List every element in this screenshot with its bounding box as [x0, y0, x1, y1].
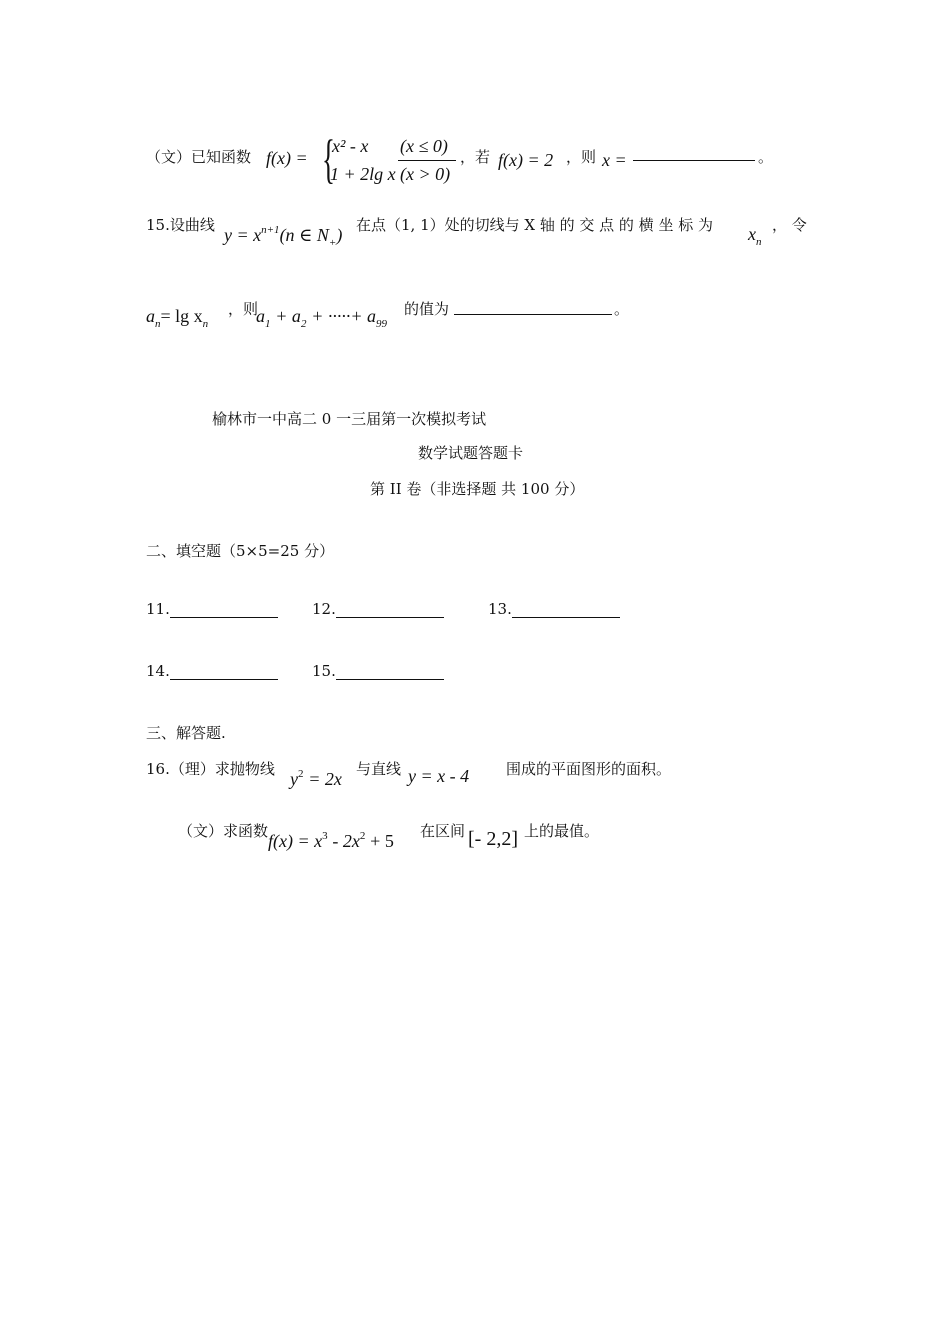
q14w-case2-expr: 1 + 2lg x	[330, 164, 396, 184]
part-title: 第 II 卷（非选择题 共 100 分）	[370, 480, 585, 498]
q14w-case1-cond: (x ≤ 0)	[400, 136, 448, 156]
answer-blank-12[interactable]	[336, 601, 444, 618]
q14w-answer-blank[interactable]	[633, 148, 755, 161]
q14w-end: 。	[758, 148, 774, 166]
q15-value-of: 的值为	[404, 300, 450, 318]
q14w-xeq: x =	[602, 150, 627, 170]
q15-line1	[146, 210, 826, 250]
answer-blank-15[interactable]	[336, 663, 444, 680]
answer-blank-14[interactable]	[170, 663, 278, 680]
q16-parabola: $y^2 = 2x$	[290, 768, 342, 789]
q14w-prefix: （文）已知函数	[146, 148, 252, 166]
q14w-if: ，若	[460, 148, 491, 166]
q15-xn: $x_n$	[748, 224, 762, 248]
answer-blank-11[interactable]	[170, 601, 278, 618]
q14w-fx: f(x) =	[266, 148, 308, 168]
q15-text2: ， 令	[772, 216, 807, 234]
q16w-function: $f(x) = x^3 - 2x^2 + 5$	[268, 830, 394, 851]
section2-title: 二、填空题（5×5=25 分）	[146, 542, 335, 560]
q16-line-eq: y = x - 4	[408, 766, 470, 786]
q15-curve: $y = x^{n+1}(n$ ∈ $N_+$)	[224, 224, 343, 249]
q15-sum: $a_1 + a_2$ + ·····+ $a_{99}$	[256, 306, 388, 330]
q15-then: ，则	[228, 300, 259, 318]
q14w-case1-expr: x² - x	[332, 136, 369, 156]
q16w-line	[178, 814, 828, 858]
section3-title: 三、解答题.	[146, 724, 226, 742]
q15-an: $a_n= \lg x_n$	[146, 306, 209, 330]
q15-answer-blank[interactable]	[454, 302, 612, 315]
exam-title: 榆林市一中高二 0 一三届第一次模拟考试	[212, 410, 487, 428]
fraction-line	[398, 160, 456, 161]
q16-prefix: 16.（理）求抛物线	[146, 760, 275, 778]
q15-text1: 在点（1, 1）处的切线与 X 轴 的 交 点 的 横 坐 标 为	[356, 216, 713, 234]
q16w-end: 上的最值。	[524, 822, 600, 840]
answer-card-title: 数学试题答题卡	[418, 444, 524, 462]
q14w-then: ，则	[566, 148, 597, 166]
q16-line	[146, 752, 826, 792]
q14w-case2-cond: (x > 0)	[400, 164, 451, 184]
blank-12: 12.	[312, 600, 444, 618]
blank-15: 15.	[312, 662, 444, 680]
q15-end: 。	[614, 300, 630, 318]
blank-13: 13.	[488, 600, 620, 618]
brace-icon: {	[322, 129, 335, 189]
blank-14: 14.	[146, 662, 278, 680]
q16w-interval: [- 2,2]	[468, 828, 518, 850]
blank-11: 11.	[146, 600, 278, 618]
q16w-interval-text: 在区间	[420, 822, 466, 840]
q16-mid: 与直线	[356, 760, 402, 778]
q14w-line	[146, 129, 826, 190]
q15-label: 15.设曲线	[146, 216, 215, 234]
q15-line2	[146, 296, 826, 336]
q16w-prefix: （文）求函数	[178, 822, 269, 840]
answer-blank-13[interactable]	[512, 601, 620, 618]
q16-end: 围成的平面图形的面积。	[506, 760, 672, 778]
q14w-cond: f(x) = 2	[498, 150, 554, 170]
